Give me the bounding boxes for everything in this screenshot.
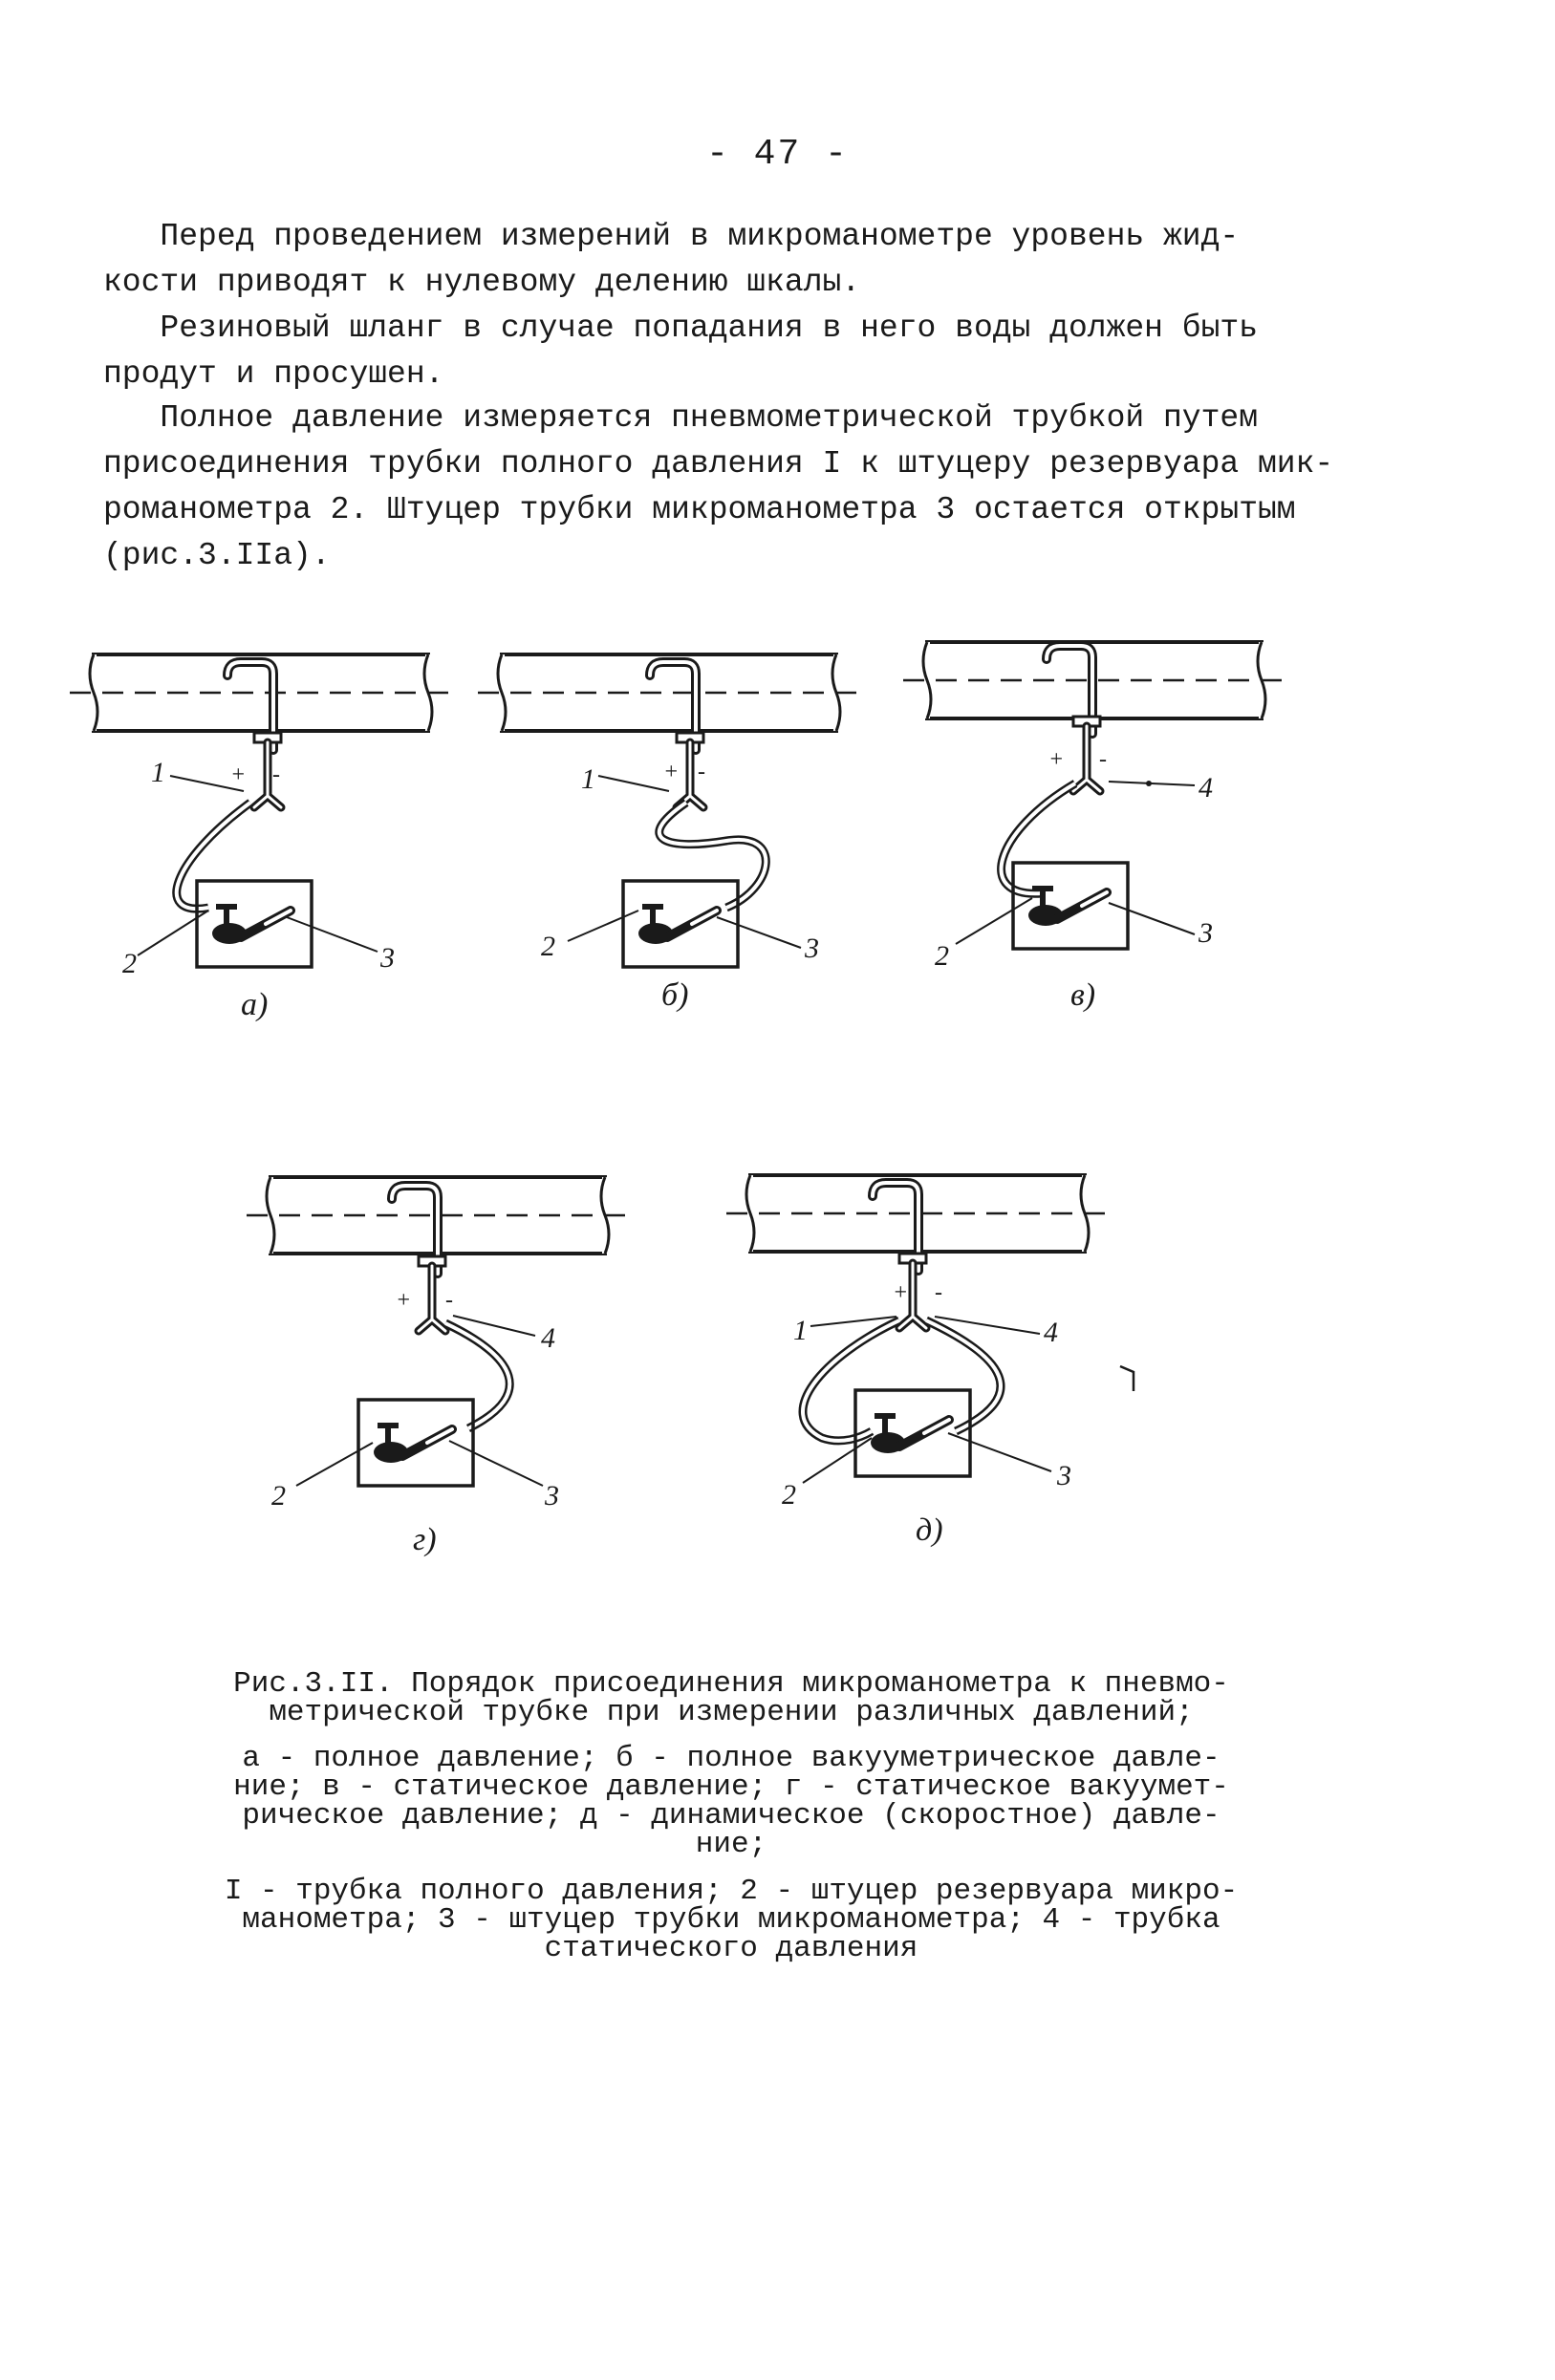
minus-sign: - xyxy=(445,1288,453,1313)
figure-label: б) xyxy=(661,977,689,1013)
callout-2: 2 xyxy=(122,948,137,979)
plus-sign: + xyxy=(1048,747,1065,772)
caption-line: статического давления xyxy=(544,1932,918,1965)
figure-a xyxy=(70,654,452,1022)
paragraph-line: (рис.3.IIа). xyxy=(103,538,331,573)
minus-sign: - xyxy=(935,1280,942,1305)
scan-mark xyxy=(1120,1366,1134,1391)
paragraph-line: Резиновый шланг в случае попадания в него воды должен быть xyxy=(103,311,1258,346)
paragraph-line: кости приводят к нулевому делению шкалы. xyxy=(103,265,861,300)
figure-caption-parts xyxy=(182,1877,1281,1963)
callout-3: 3 xyxy=(1057,1460,1071,1491)
callout-2: 2 xyxy=(271,1480,286,1512)
callout-4: 4 xyxy=(541,1322,555,1354)
paragraph-line: романометра 2. Штуцер трубки микроманометра 3 остается открытым xyxy=(103,492,1296,527)
callout-2: 2 xyxy=(782,1479,796,1511)
caption-line: I - трубка полного давления; 2 - штуцер резервуара микро- xyxy=(224,1875,1239,1908)
caption-line: метрической трубке при измерении различных давлений; xyxy=(269,1696,1194,1729)
figure-label: г) xyxy=(413,1522,437,1557)
figure-label: в) xyxy=(1070,977,1096,1013)
callout-1: 1 xyxy=(581,763,595,795)
paragraph-line: присоединения трубки полного давления I к штуцеру резервуара мик- xyxy=(103,446,1334,482)
caption-line: манометра; 3 - штуцер трубки микроманометра; 4 - трубка xyxy=(242,1903,1220,1937)
plus-sign: + xyxy=(663,760,680,784)
caption-line: рическое давление; д - динамическое (скоростное) давле- xyxy=(242,1799,1220,1833)
callout-4: 4 xyxy=(1199,772,1213,804)
caption-line: Рис.3.II. Порядок присоединения микроманометра к пневмо- xyxy=(233,1667,1229,1701)
plus-sign: + xyxy=(230,762,247,787)
figure-caption-title xyxy=(182,1667,1281,1729)
caption-line: ние; xyxy=(695,1828,767,1861)
figure-g xyxy=(247,1177,629,1557)
minus-sign: - xyxy=(698,760,705,784)
figure-caption-legend xyxy=(182,1742,1281,1861)
paragraph-line: Перед проведением измерений в микроманометре уровень жид- xyxy=(103,219,1240,254)
callout-3: 3 xyxy=(380,942,395,974)
caption-line: ние; в - статическое давление; г - статическое вакуумет- xyxy=(233,1770,1229,1804)
callout-2: 2 xyxy=(541,931,555,962)
callout-1: 1 xyxy=(793,1315,808,1346)
callout-3: 3 xyxy=(805,933,819,964)
plus-sign: + xyxy=(893,1280,909,1305)
figure-v xyxy=(903,642,1285,1013)
paragraph-line: Полное давление измеряется пневмометрической трубкой путем xyxy=(103,400,1258,436)
plus-sign: + xyxy=(396,1288,412,1313)
callout-3: 3 xyxy=(545,1480,559,1512)
figure-label: а) xyxy=(241,987,269,1022)
minus-sign: - xyxy=(272,762,280,787)
page-number: - 47 - xyxy=(706,134,849,175)
callout-1: 1 xyxy=(151,757,165,788)
minus-sign: - xyxy=(1099,747,1107,772)
callout-2: 2 xyxy=(935,940,949,972)
callout-4: 4 xyxy=(1044,1317,1058,1348)
figure-b xyxy=(478,654,860,1013)
paragraph-line: продут и просушен. xyxy=(103,356,444,392)
callout-3: 3 xyxy=(1199,917,1213,949)
caption-line: а - полное давление; б - полное вакууметрическое давле- xyxy=(242,1742,1220,1775)
figure-d xyxy=(726,1175,1109,1548)
figure-label: д) xyxy=(916,1512,943,1548)
